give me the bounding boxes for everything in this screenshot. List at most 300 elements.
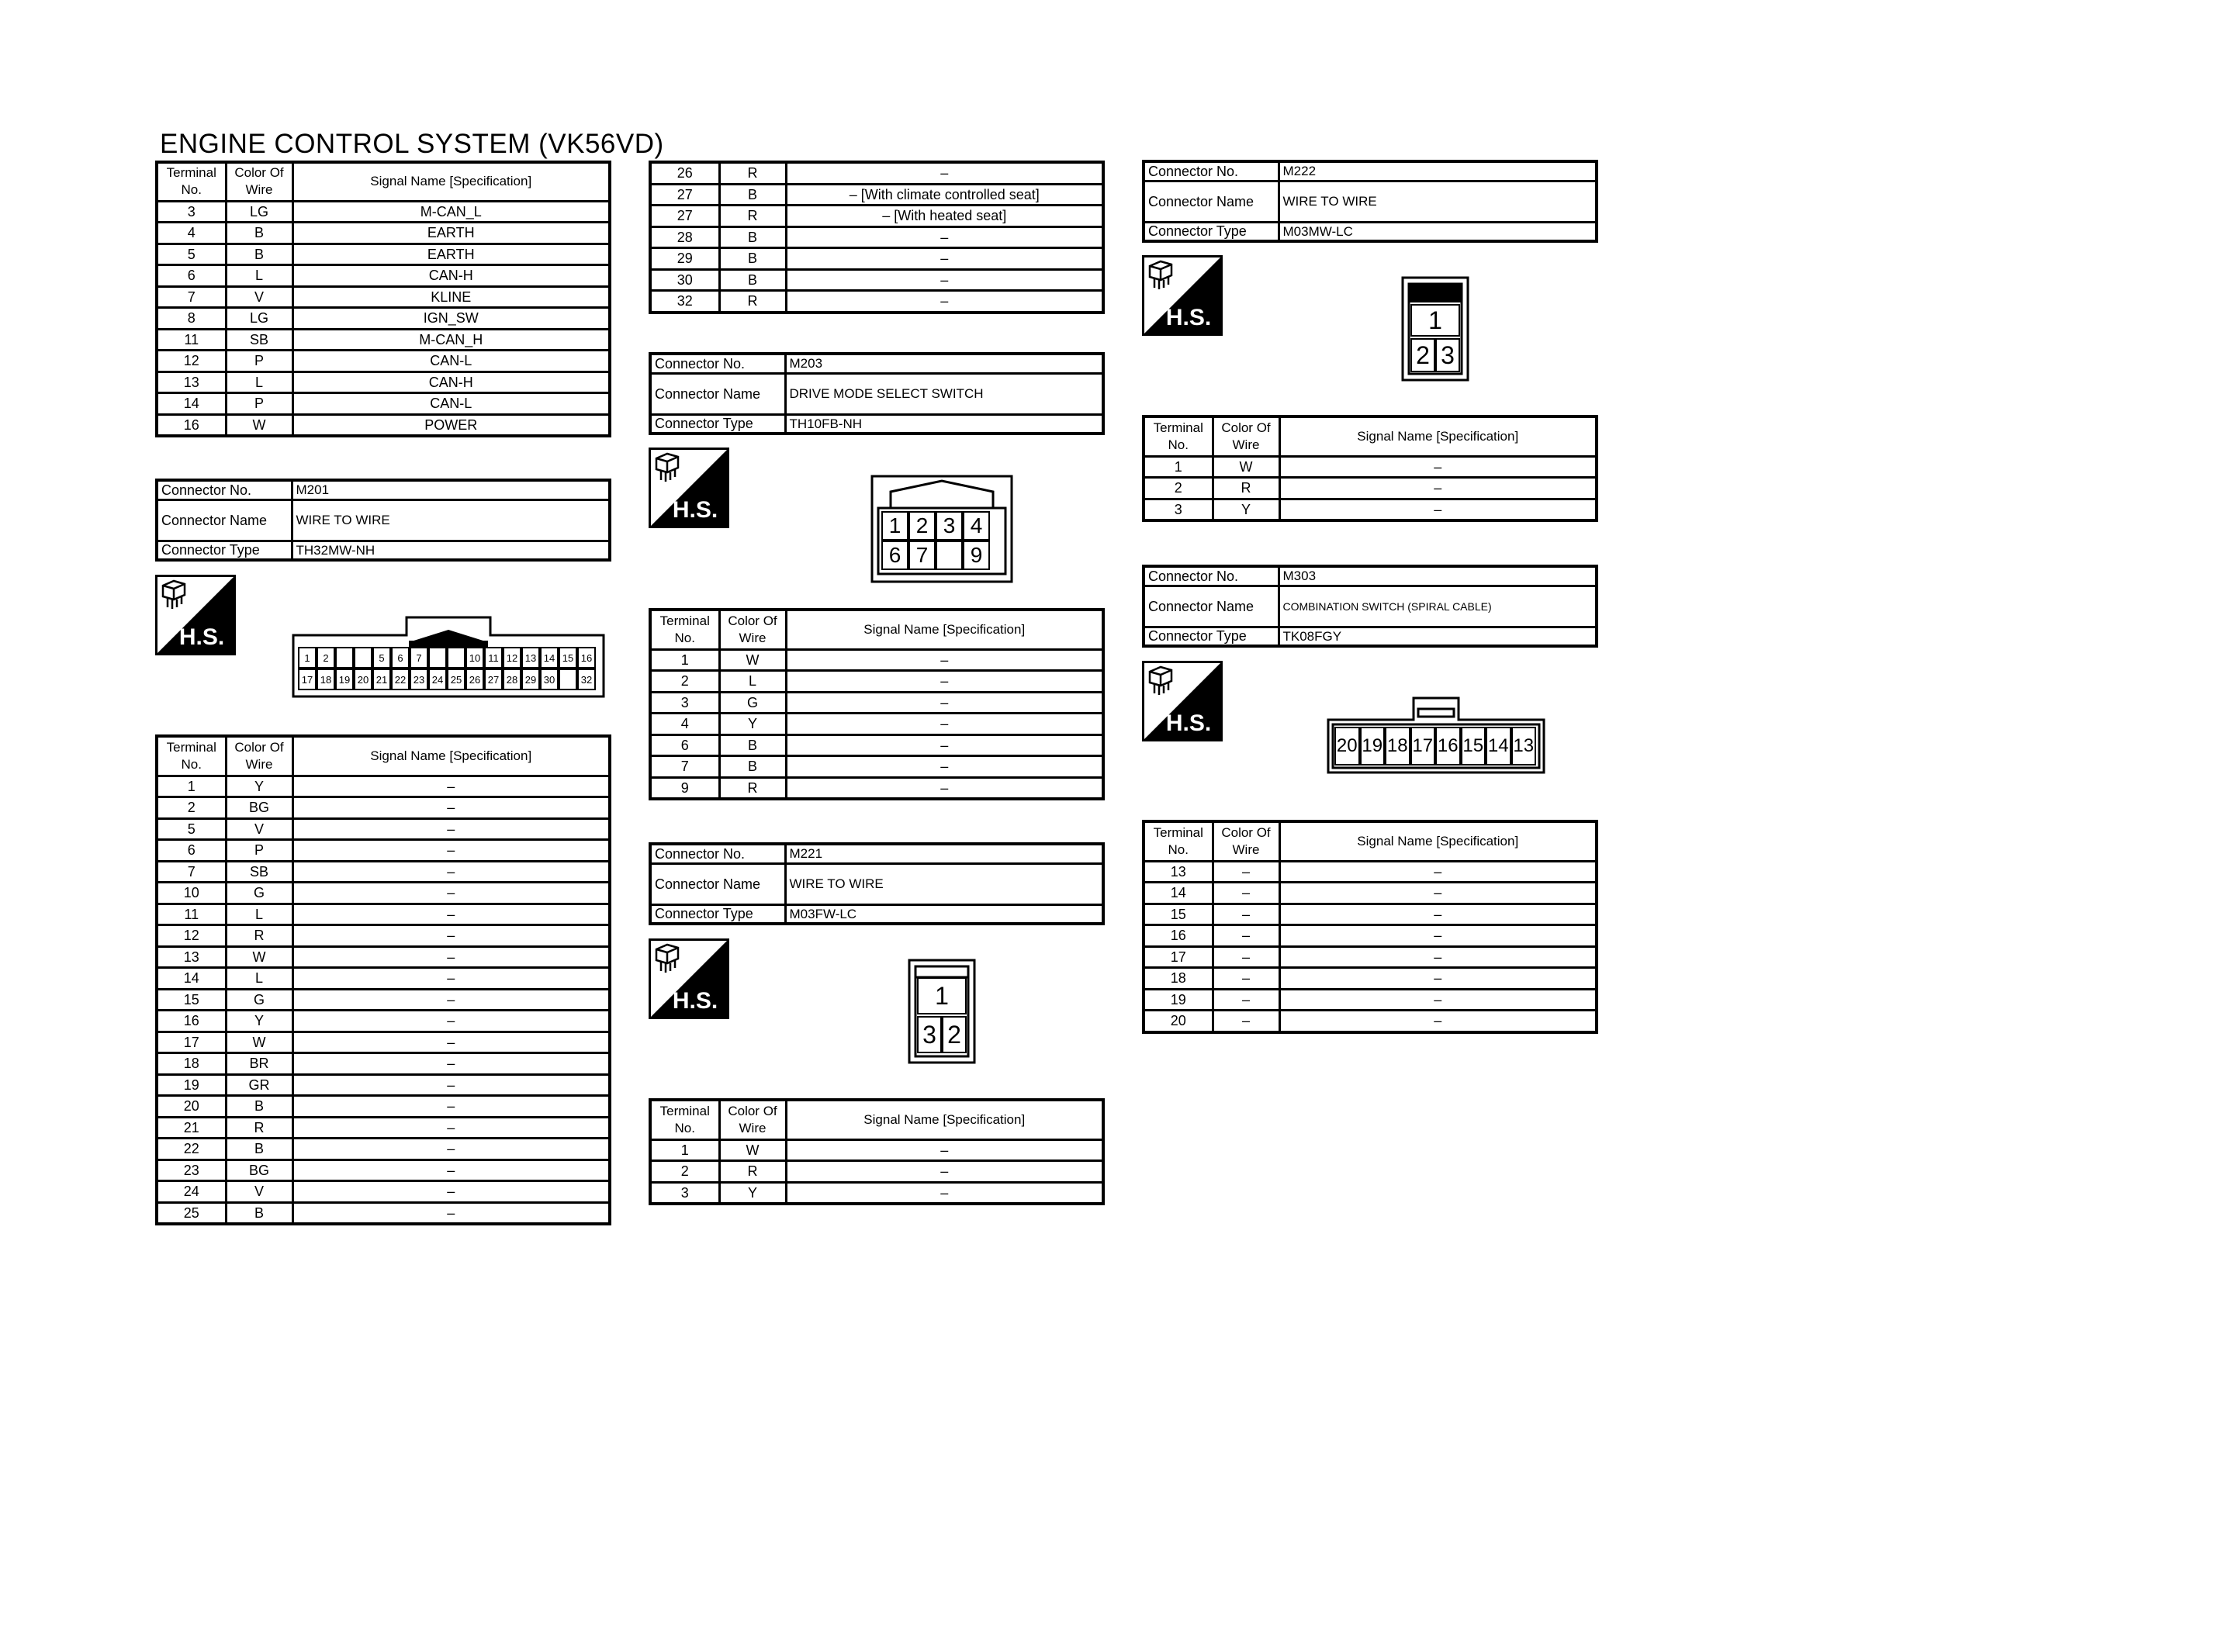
wire-color: – xyxy=(1213,904,1279,925)
terminal-no: 25 xyxy=(157,1202,226,1224)
signal-name: – xyxy=(1279,499,1597,520)
harness-side-icon xyxy=(1142,255,1223,336)
signal-name: – xyxy=(292,840,610,862)
connector-pin: 1 xyxy=(1410,304,1460,337)
table-row xyxy=(157,776,610,797)
harness-side-icon xyxy=(649,448,729,528)
label-connector-no: Connector No. xyxy=(157,480,292,500)
connector-pin: 23 xyxy=(410,669,428,690)
wire-color: W xyxy=(226,414,292,436)
terminal-no: 4 xyxy=(650,714,719,735)
terminal-no: 3 xyxy=(157,201,226,223)
terminal-no: 3 xyxy=(1144,499,1213,520)
connector-pin: 19 xyxy=(1360,727,1386,766)
signal-name: – xyxy=(1279,456,1597,478)
connector-no: M303 xyxy=(1279,566,1597,586)
terminal-no: 16 xyxy=(1144,925,1213,947)
terminal-no: 11 xyxy=(157,904,226,925)
table-row xyxy=(1144,499,1597,520)
connector-pin: 21 xyxy=(372,669,391,690)
wire-color: R xyxy=(1213,478,1279,499)
wire-color: BR xyxy=(226,1053,292,1075)
wire-color: P xyxy=(226,393,292,415)
table-row xyxy=(157,1117,610,1139)
table-row xyxy=(157,201,610,223)
signal-name: – xyxy=(292,1074,610,1096)
terminal-no: 13 xyxy=(157,372,226,393)
header-terminal: Terminal No. xyxy=(650,610,719,649)
wire-color: R xyxy=(719,1161,786,1183)
connector-pin: 3 xyxy=(936,511,963,541)
connector-pin xyxy=(428,647,447,669)
terminal-no: 2 xyxy=(157,797,226,819)
signal-name: – xyxy=(786,269,1103,291)
connector-pin: 1 xyxy=(881,511,908,541)
signal-name: – xyxy=(292,904,610,925)
terminal-no: 6 xyxy=(157,840,226,862)
label-connector-name: Connector Name xyxy=(650,864,785,905)
signal-name: – xyxy=(292,989,610,1011)
signal-name: – xyxy=(292,925,610,947)
signal-name: – xyxy=(786,777,1103,799)
table-row xyxy=(1144,1011,1597,1032)
terminal-no: 19 xyxy=(157,1074,226,1096)
terminal-no: 5 xyxy=(157,244,226,265)
connector-pin: 16 xyxy=(1435,727,1461,766)
terminal-no: 30 xyxy=(650,269,719,291)
table-row xyxy=(157,818,610,840)
signal-name: EARTH xyxy=(292,244,610,265)
table-row xyxy=(157,223,610,244)
terminal-table-m201-continued xyxy=(649,161,1105,314)
hs-label: H.S. xyxy=(178,624,225,650)
header-color: Color Of Wire xyxy=(1213,416,1279,456)
signal-name: – xyxy=(786,1161,1103,1183)
signal-name: – xyxy=(786,756,1103,778)
header-color: Color Of Wire xyxy=(226,162,292,201)
terminal-no: 8 xyxy=(157,308,226,330)
connector-pin: 32 xyxy=(577,669,596,690)
signal-name: – xyxy=(786,649,1103,671)
label-connector-no: Connector No. xyxy=(650,354,785,374)
harness-side-icon xyxy=(649,938,729,1019)
connector-name: WIRE TO WIRE xyxy=(292,500,610,541)
signal-name: – xyxy=(1279,925,1597,947)
signal-name: – xyxy=(292,797,610,819)
table-row xyxy=(157,1074,610,1096)
header-color: Color Of Wire xyxy=(226,736,292,776)
table-row xyxy=(157,1160,610,1181)
terminal-table-m222 xyxy=(1142,415,1598,522)
label-connector-type: Connector Type xyxy=(650,905,785,924)
signal-name: M-CAN_L xyxy=(292,201,610,223)
connector-name: WIRE TO WIRE xyxy=(1279,181,1597,223)
terminal-no: 1 xyxy=(157,776,226,797)
table-row xyxy=(157,904,610,925)
table-row xyxy=(157,1011,610,1032)
signal-name: EARTH xyxy=(292,223,610,244)
wire-color: B xyxy=(226,1202,292,1224)
signal-name: POWER xyxy=(292,414,610,436)
header-terminal: Terminal No. xyxy=(1144,821,1213,861)
signal-name: – xyxy=(292,968,610,990)
terminal-no: 22 xyxy=(157,1139,226,1160)
connector-no: M222 xyxy=(1279,161,1597,181)
table-row xyxy=(1144,904,1597,925)
wire-color: – xyxy=(1213,861,1279,883)
wire-color: B xyxy=(719,226,786,248)
wire-color: V xyxy=(226,286,292,308)
signal-name: – [With heated seat] xyxy=(786,206,1103,227)
wire-color: LG xyxy=(226,201,292,223)
terminal-no: 3 xyxy=(650,1182,719,1204)
terminal-no: 13 xyxy=(157,946,226,968)
table-row xyxy=(1144,946,1597,968)
connector-pin: 7 xyxy=(908,541,936,570)
wire-color: B xyxy=(719,184,786,206)
wire-color: Y xyxy=(226,776,292,797)
wire-color: BG xyxy=(226,1160,292,1181)
terminal-no: 14 xyxy=(157,393,226,415)
connector-pin: 5 xyxy=(372,647,391,669)
wire-color: R xyxy=(719,777,786,799)
page-title: ENGINE CONTROL SYSTEM (VK56VD) xyxy=(160,129,664,159)
signal-name: – xyxy=(1279,883,1597,904)
signal-name: – xyxy=(292,1032,610,1053)
terminal-table-m201 xyxy=(155,734,611,1225)
signal-name: – xyxy=(786,291,1103,313)
terminal-no: 9 xyxy=(650,777,719,799)
terminal-no: 20 xyxy=(157,1096,226,1118)
terminal-no: 19 xyxy=(1144,989,1213,1011)
signal-name: – xyxy=(292,883,610,904)
connector-pin: 13 xyxy=(1511,727,1537,766)
wire-color: L xyxy=(226,265,292,287)
table-row xyxy=(1144,861,1597,883)
signal-name: – xyxy=(292,1139,610,1160)
table-row xyxy=(157,414,610,436)
header-signal: Signal Name [Specification] xyxy=(1279,821,1597,861)
header-terminal: Terminal No. xyxy=(1144,416,1213,456)
hs-label: H.S. xyxy=(1165,305,1212,330)
terminal-no: 28 xyxy=(650,226,719,248)
signal-name: – xyxy=(786,734,1103,756)
terminal-no: 2 xyxy=(1144,478,1213,499)
connector-pin: 22 xyxy=(391,669,410,690)
table-row xyxy=(157,1181,610,1203)
header-color: Color Of Wire xyxy=(719,610,786,649)
wire-color: B xyxy=(719,756,786,778)
terminal-no: 18 xyxy=(1144,968,1213,990)
connector-pin: 27 xyxy=(484,669,503,690)
table-row xyxy=(650,714,1103,735)
table-row xyxy=(157,329,610,351)
wire-color: Y xyxy=(226,1011,292,1032)
connector-type: M03MW-LC xyxy=(1279,223,1597,242)
terminal-no: 1 xyxy=(1144,456,1213,478)
signal-name: M-CAN_H xyxy=(292,329,610,351)
signal-name: – xyxy=(1279,1011,1597,1032)
table-row xyxy=(157,1053,610,1075)
label-connector-no: Connector No. xyxy=(1144,566,1279,586)
connector-face-m222 xyxy=(1401,276,1469,382)
connector-info-m221 xyxy=(649,842,1105,925)
terminal-no: 7 xyxy=(650,756,719,778)
signal-name: – xyxy=(786,692,1103,714)
connector-type: TH10FB-NH xyxy=(785,415,1103,434)
connector-pin: 20 xyxy=(354,669,372,690)
connector-pin: 17 xyxy=(298,669,317,690)
table-row xyxy=(650,1161,1103,1183)
terminal-no: 20 xyxy=(1144,1011,1213,1032)
signal-name: – xyxy=(786,671,1103,693)
terminal-no: 29 xyxy=(650,248,719,270)
terminal-table-m203 xyxy=(649,608,1105,800)
wire-color: LG xyxy=(226,308,292,330)
table-row xyxy=(157,861,610,883)
connector-pin: 19 xyxy=(335,669,354,690)
wire-color: R xyxy=(226,925,292,947)
signal-name: – [With climate controlled seat] xyxy=(786,184,1103,206)
wire-color: V xyxy=(226,1181,292,1203)
wire-color: R xyxy=(719,162,786,184)
table-row xyxy=(157,883,610,904)
table-row xyxy=(650,734,1103,756)
header-signal: Signal Name [Specification] xyxy=(1279,416,1597,456)
signal-name: – xyxy=(292,1053,610,1075)
wire-color: P xyxy=(226,351,292,372)
signal-name: – xyxy=(786,248,1103,270)
connector-pin: 25 xyxy=(447,669,465,690)
connector-info-m203 xyxy=(649,352,1105,435)
table-row xyxy=(650,649,1103,671)
terminal-no: 27 xyxy=(650,184,719,206)
connector-name: COMBINATION SWITCH (SPIRAL CABLE) xyxy=(1279,586,1597,627)
table-row xyxy=(157,946,610,968)
connector-pin: 26 xyxy=(465,669,484,690)
header-signal: Signal Name [Specification] xyxy=(786,1100,1103,1139)
signal-name: – xyxy=(786,1139,1103,1161)
table-row xyxy=(157,308,610,330)
connector-face-m203 xyxy=(870,475,1013,583)
signal-name: – xyxy=(292,1117,610,1139)
terminal-no: 13 xyxy=(1144,861,1213,883)
header-terminal: Terminal No. xyxy=(650,1100,719,1139)
terminal-no: 16 xyxy=(157,1011,226,1032)
table-row xyxy=(1144,989,1597,1011)
signal-name: – xyxy=(1279,968,1597,990)
connector-pin: 16 xyxy=(577,647,596,669)
connector-face-m221 xyxy=(908,959,976,1064)
label-connector-type: Connector Type xyxy=(1144,627,1279,647)
header-terminal: Terminal No. xyxy=(157,162,226,201)
connector-pin xyxy=(936,541,963,570)
table-row xyxy=(650,248,1103,270)
terminal-no: 7 xyxy=(157,861,226,883)
table-row xyxy=(650,692,1103,714)
connector-pin: 14 xyxy=(540,647,559,669)
table-row xyxy=(157,925,610,947)
signal-name: – xyxy=(1279,478,1597,499)
connector-no: M203 xyxy=(785,354,1103,374)
label-connector-name: Connector Name xyxy=(1144,586,1279,627)
connector-pin xyxy=(354,647,372,669)
terminal-no: 5 xyxy=(157,818,226,840)
signal-name: – xyxy=(292,1160,610,1181)
table-row xyxy=(650,756,1103,778)
terminal-table-m303 xyxy=(1142,820,1598,1034)
table-row xyxy=(157,989,610,1011)
table-row xyxy=(157,1202,610,1224)
table-row xyxy=(1144,883,1597,904)
terminal-no: 2 xyxy=(650,671,719,693)
signal-name: – xyxy=(1279,989,1597,1011)
wire-color: – xyxy=(1213,968,1279,990)
connector-pin: 11 xyxy=(484,647,503,669)
table-row xyxy=(157,351,610,372)
wire-color: B xyxy=(226,223,292,244)
header-terminal: Terminal No. xyxy=(157,736,226,776)
connector-pin xyxy=(559,669,577,690)
connector-type: TK08FGY xyxy=(1279,627,1597,647)
wire-color: B xyxy=(719,248,786,270)
wire-color: BG xyxy=(226,797,292,819)
table-row xyxy=(157,1032,610,1053)
connector-name: WIRE TO WIRE xyxy=(785,864,1103,905)
connector-pin: 13 xyxy=(521,647,540,669)
terminal-no: 26 xyxy=(650,162,719,184)
wire-color: B xyxy=(719,734,786,756)
wire-color: SB xyxy=(226,329,292,351)
signal-name: – xyxy=(786,226,1103,248)
signal-name: – xyxy=(292,818,610,840)
table-row xyxy=(650,269,1103,291)
connector-pin: 28 xyxy=(503,669,521,690)
wire-color: P xyxy=(226,840,292,862)
wire-color: R xyxy=(226,1117,292,1139)
terminal-no: 27 xyxy=(650,206,719,227)
terminal-no: 14 xyxy=(157,968,226,990)
harness-side-icon xyxy=(155,575,236,655)
connector-pin: 3 xyxy=(917,1016,942,1053)
table-row xyxy=(1144,456,1597,478)
label-connector-type: Connector Type xyxy=(650,415,785,434)
connector-pin: 2 xyxy=(942,1016,967,1053)
signal-name: – xyxy=(786,1182,1103,1204)
connector-pin: 4 xyxy=(963,511,990,541)
terminal-no: 17 xyxy=(1144,946,1213,968)
table-row xyxy=(650,291,1103,313)
signal-name: – xyxy=(292,1096,610,1118)
wire-color: GR xyxy=(226,1074,292,1096)
wire-color: W xyxy=(226,946,292,968)
terminal-no: 16 xyxy=(157,414,226,436)
wire-color: Y xyxy=(719,1182,786,1204)
terminal-no: 18 xyxy=(157,1053,226,1075)
label-connector-name: Connector Name xyxy=(1144,181,1279,223)
signal-name: CAN-L xyxy=(292,351,610,372)
terminal-no: 1 xyxy=(650,1139,719,1161)
connector-no: M221 xyxy=(785,844,1103,864)
terminal-no: 10 xyxy=(157,883,226,904)
table-row xyxy=(157,840,610,862)
wire-color: Y xyxy=(1213,499,1279,520)
connector-pin: 6 xyxy=(391,647,410,669)
table-row xyxy=(650,206,1103,227)
connector-pin: 20 xyxy=(1334,727,1360,766)
connector-pin: 7 xyxy=(410,647,428,669)
wire-color: – xyxy=(1213,989,1279,1011)
table-row xyxy=(650,777,1103,799)
connector-pin: 2 xyxy=(1410,338,1435,372)
terminal-no: 6 xyxy=(157,265,226,287)
table-row xyxy=(650,162,1103,184)
table-row xyxy=(157,244,610,265)
connector-info-m303 xyxy=(1142,565,1598,648)
wire-color: G xyxy=(226,883,292,904)
signal-name: – xyxy=(1279,904,1597,925)
connector-face-m201 xyxy=(292,616,605,698)
wire-color: G xyxy=(226,989,292,1011)
wire-color: Y xyxy=(719,714,786,735)
connector-pin: 1 xyxy=(298,647,317,669)
terminal-no: 6 xyxy=(650,734,719,756)
wire-color: L xyxy=(226,968,292,990)
signal-name: KLINE xyxy=(292,286,610,308)
connector-pin xyxy=(335,647,354,669)
terminal-no: 15 xyxy=(157,989,226,1011)
table-row xyxy=(1144,478,1597,499)
connector-no: M201 xyxy=(292,480,610,500)
label-connector-type: Connector Type xyxy=(1144,223,1279,242)
signal-name: – xyxy=(786,714,1103,735)
connector-info-m201 xyxy=(155,479,611,562)
signal-name: IGN_SW xyxy=(292,308,610,330)
wire-color: W xyxy=(719,1139,786,1161)
terminal-no: 2 xyxy=(650,1161,719,1183)
wire-color: – xyxy=(1213,925,1279,947)
connector-pin: 12 xyxy=(503,647,521,669)
terminal-no: 7 xyxy=(157,286,226,308)
signal-name: – xyxy=(292,861,610,883)
signal-name: – xyxy=(292,946,610,968)
signal-name: CAN-H xyxy=(292,265,610,287)
table-row xyxy=(157,372,610,393)
table-row xyxy=(650,226,1103,248)
connector-pin: 3 xyxy=(1435,338,1460,372)
terminal-no: 12 xyxy=(157,351,226,372)
terminal-no: 23 xyxy=(157,1160,226,1181)
connector-pin: 10 xyxy=(465,647,484,669)
connector-pin: 2 xyxy=(908,511,936,541)
connector-pin: 30 xyxy=(540,669,559,690)
label-connector-no: Connector No. xyxy=(1144,161,1279,181)
table-row xyxy=(1144,968,1597,990)
terminal-no: 1 xyxy=(650,649,719,671)
connector-face-m303 xyxy=(1327,696,1545,774)
connector-pin: 29 xyxy=(521,669,540,690)
connector-pin: 18 xyxy=(1385,727,1410,766)
wire-color: R xyxy=(719,206,786,227)
wire-color: G xyxy=(719,692,786,714)
header-signal: Signal Name [Specification] xyxy=(786,610,1103,649)
signal-name: CAN-H xyxy=(292,372,610,393)
terminal-no: 15 xyxy=(1144,904,1213,925)
table-row xyxy=(1144,925,1597,947)
connector-info-m222 xyxy=(1142,160,1598,243)
hs-label: H.S. xyxy=(1165,710,1212,736)
wire-color: – xyxy=(1213,883,1279,904)
